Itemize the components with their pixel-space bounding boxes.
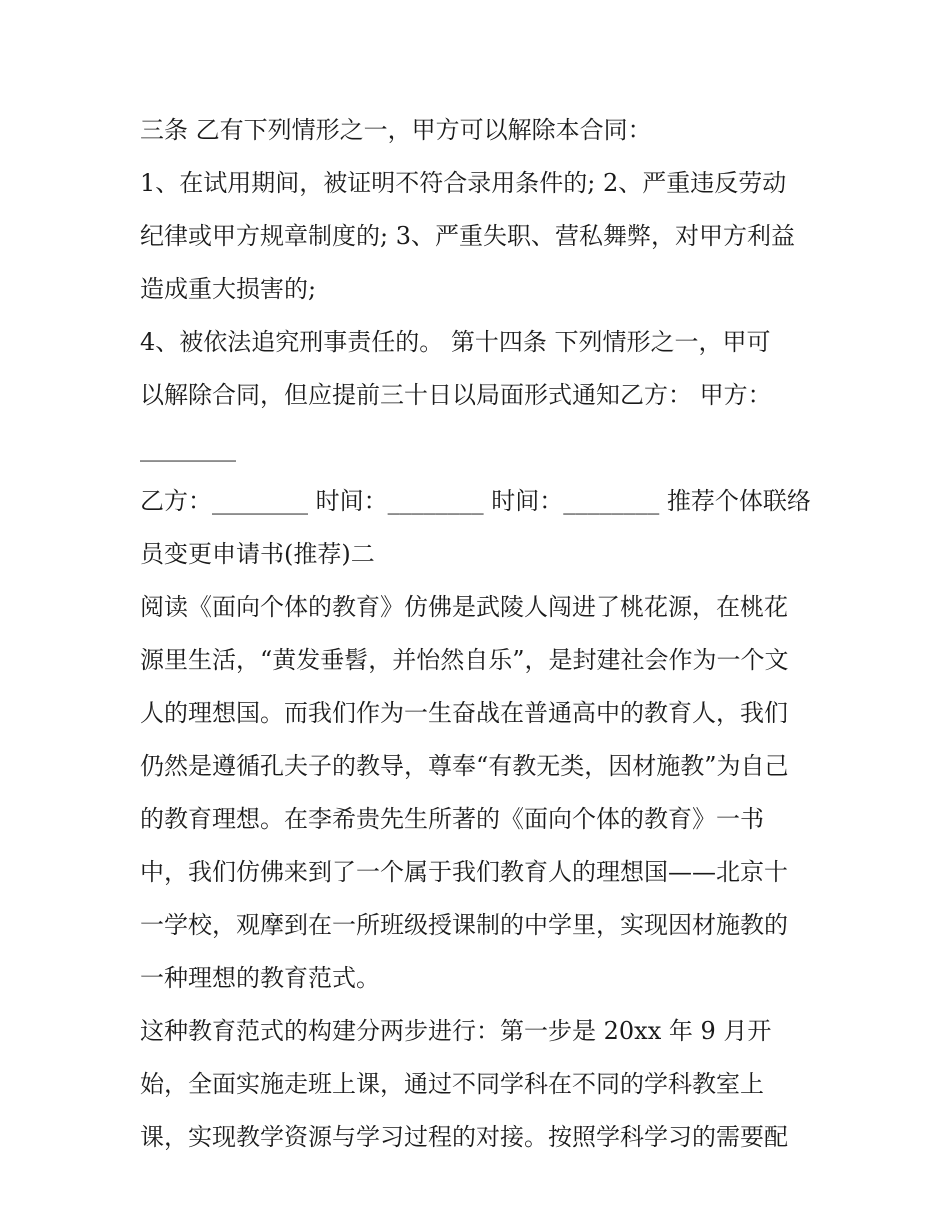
text-line: 始，全面实施走班上课，通过不同学科在不同的学科教室上 xyxy=(140,1070,764,1098)
text-line: 阅读《面向个体的教育》仿佛是武陵人闯进了桃花源，在桃花 xyxy=(140,593,788,621)
text-line: 三条 乙有下列情形之一，甲方可以解除本合同： xyxy=(140,116,652,144)
text-line: 中，我们仿佛来到了一个属于我们教育人的理想国——北京十 xyxy=(140,858,788,886)
text-line: 1、在试用期间，被证明不符合录用条件的; 2、严重违反劳动 xyxy=(140,169,787,197)
section-title: 员变更申请书(推荐)二 xyxy=(140,540,375,568)
text-line: 人的理想国。而我们作为一生奋战在普通高中的教育人，我们 xyxy=(140,699,788,727)
signature-blank-line: ________ xyxy=(140,434,236,462)
text-line: 以解除合同，但应提前三十日以局面形式通知乙方： 甲方： xyxy=(140,381,772,409)
text-line: 仍然是遵循孔夫子的教导，尊奉“有教无类，因材施教”为自己 xyxy=(140,752,789,780)
document-body xyxy=(140,104,820,1164)
text-line: 的教育理想。在李希贵先生所著的《面向个体的教育》一书 xyxy=(140,805,764,833)
text-line: 纪律或甲方规章制度的; 3、严重失职、营私舞弊，对甲方利益 xyxy=(140,222,795,250)
text-line: 一学校，观摩到在一所班级授课制的中学里，实现因材施教的 xyxy=(140,911,788,939)
text-line: 源里生活，“黄发垂髫，并怡然自乐”，是封建社会作为一个文 xyxy=(140,646,789,674)
text-line: 课，实现教学资源与学习过程的对接。按照学科学习的需要配 xyxy=(140,1123,788,1151)
text-line: 4、被依法追究刑事责任的。 第十四条 下列情形之一，甲可 xyxy=(140,328,771,356)
text-line: 造成重大损害的; xyxy=(140,275,317,303)
text-line: 一种理想的教育范式。 xyxy=(140,964,380,992)
text-line: 乙方：________ 时间：________ 时间：________ 推荐个体联络 xyxy=(140,487,811,515)
text-line: 这种教育范式的构建分两步进行：第一步是 20xx 年 9 月开 xyxy=(140,1017,772,1045)
